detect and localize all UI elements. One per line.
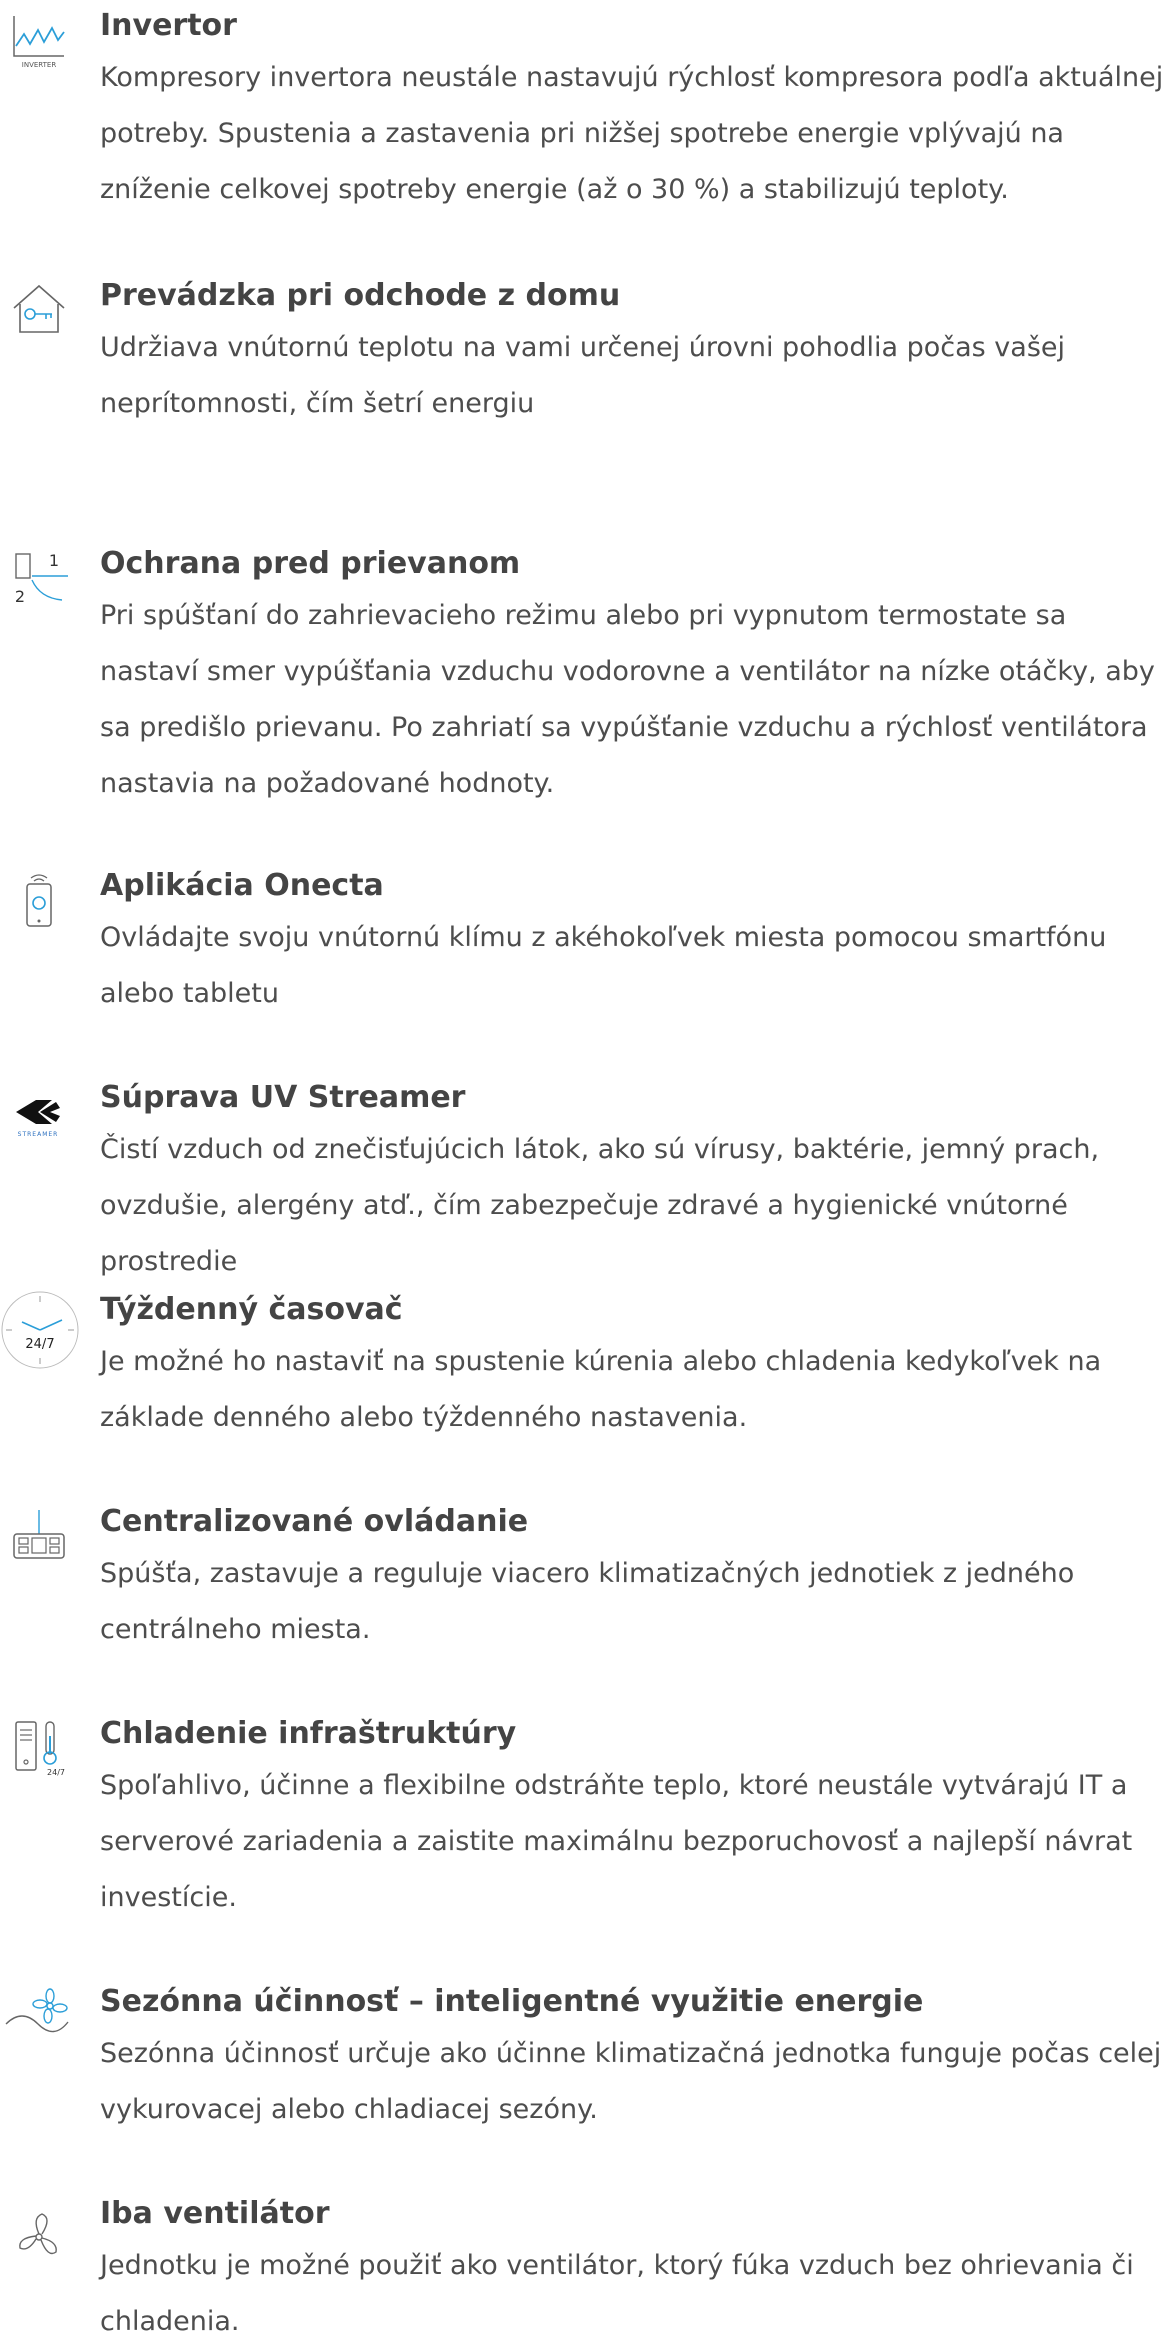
inverter-icon-label: INVERTER: [21, 61, 57, 68]
feature-description: Spúšťa, zastavuje a reguluje viacero klimatizačných jednotiek z jedného centrálneho miesta.: [100, 1558, 1075, 1645]
feature-description: Udržiava vnútornú teplotu na vami určenej úrovni pohodlia počas vašej neprítomnosti, čím šetrí energiu: [100, 332, 1066, 419]
draft-icon-label-2: 2: [14, 587, 26, 606]
feature-title: Centralizované ovládanie: [100, 1504, 529, 1539]
feature-description: Kompresory invertora neustále nastavujú rýchlosť kompresora podľa aktuálnej potreby. Spustenia a zastavenia pri nižšej spotrebe energie vplývajú na zníženie celkovej spotreby energie (až o 30 %) a stabilizujú teploty.: [100, 62, 1164, 205]
feature-title: Aplikácia Onecta: [100, 868, 384, 903]
streamer-icon-label: STREAMER: [17, 1131, 59, 1138]
feature-title: Súprava UV Streamer: [100, 1080, 466, 1115]
central-controller-icon: [10, 1506, 68, 1564]
feature-title: Iba ventilátor: [100, 2196, 330, 2231]
feature-description: Jednotku je možné použiť ako ventilátor, ktorý fúka vzduch bez ohrievania či chladenia.: [100, 2250, 1134, 2337]
house-key-icon: [10, 280, 68, 338]
feature-description: Pri spúšťaní do zahrievacieho režimu alebo pri vypnutom termostate sa nastaví smer vypúšťania vzduchu vodorovne a ventilátor na nízke otáčky, aby sa predišlo prievanu. Po zahriatí sa vypúšťanie vzduchu a rýchlosť ventilátora nastavia na požadované hodnoty.: [100, 600, 1155, 799]
draft-prevention-icon: [10, 550, 68, 608]
weekly-timer-clock-icon: [0, 1290, 80, 1370]
feature-description: Čistí vzduch od znečisťujúcich látok, ako sú vírusy, baktérie, jemný prach, ovzdušie, alergény atď., čím zabezpečuje zdravé a hygienické vnútorné prostredie: [100, 1134, 1100, 1277]
inverter-icon: [10, 10, 68, 68]
server-icon-label: 24/7: [47, 1768, 65, 1776]
feature-description: Spoľahlivo, účinne a flexibilne odstráňte teplo, ktoré neustále vytvárajú IT a serverové zariadenia a zaistite maximálnu bezporuchovosť a najlepší návrat investície.: [100, 1770, 1133, 1913]
feature-description: Ovládajte svoju vnútornú klímu z akéhokoľvek miesta pomocou smartfónu alebo tabletu: [100, 922, 1107, 1009]
feature-title: Prevádzka pri odchode z domu: [100, 278, 621, 313]
feature-title: Týždenný časovač: [100, 1292, 403, 1327]
feature-title: Invertor: [100, 8, 237, 43]
feature-title: Chladenie infraštruktúry: [100, 1716, 517, 1751]
seasonal-efficiency-icon: [4, 1986, 70, 2044]
timer-icon-label: 24/7: [25, 1337, 55, 1352]
fan-only-icon: [10, 2208, 68, 2266]
streamer-icon: [10, 1088, 68, 1146]
smartphone-app-icon: [10, 870, 68, 928]
feature-title: Sezónna účinnosť – inteligentné využitie energie: [100, 1984, 924, 2019]
feature-description: Je možné ho nastaviť na spustenie kúrenia alebo chladenia kedykoľvek na základe denného alebo týždenného nastavenia.: [100, 1346, 1102, 1433]
draft-icon-label-1: 1: [48, 551, 60, 570]
server-thermometer-icon: [10, 1718, 68, 1776]
feature-title: Ochrana pred prievanom: [100, 546, 521, 581]
feature-description: Sezónna účinnosť určuje ako účinne klimatizačná jednotka funguje počas celej vykurovacej alebo chladiacej sezóny.: [100, 2038, 1162, 2125]
